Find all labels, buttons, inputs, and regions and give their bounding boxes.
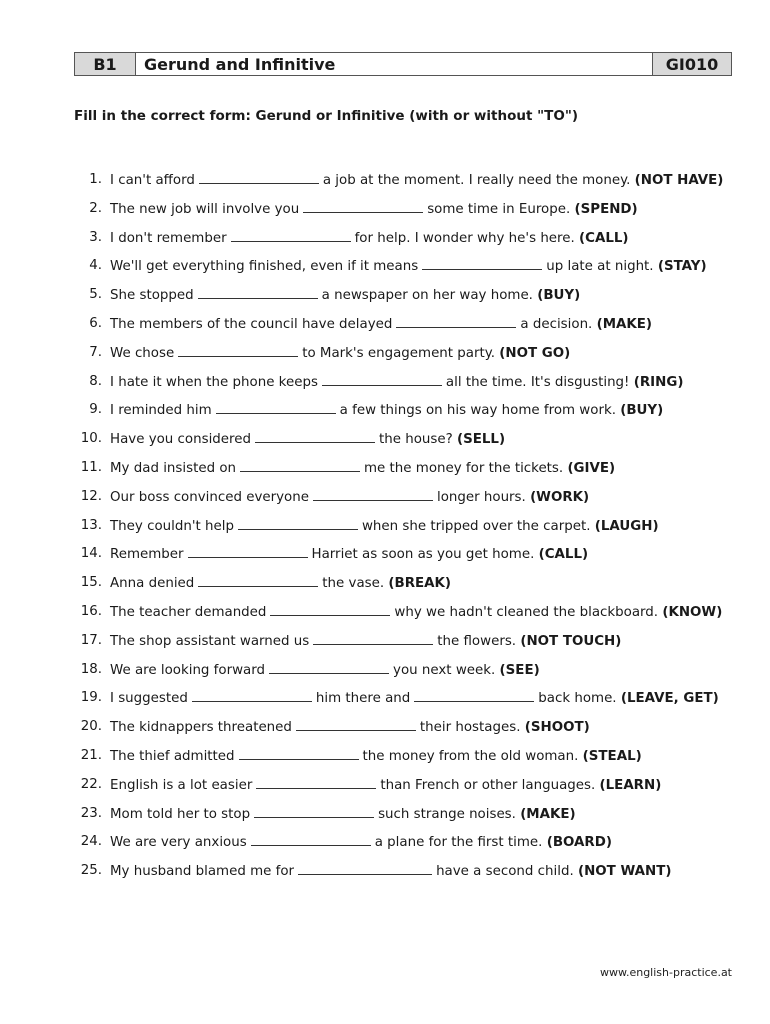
verb-hint: (LEARN) [599,777,662,793]
exercise-item [74,804,742,833]
item-sentence [110,717,742,746]
sentence-after: up late at night. [546,259,654,275]
sentence-after: such strange noises. [378,806,516,822]
verb-hint: (MAKE) [520,806,576,822]
answer-blank[interactable] [178,343,298,357]
item-number: 16. [80,603,102,619]
item-number: 19. [80,690,102,706]
item-number: 11. [80,459,102,475]
item-sentence [110,775,742,804]
item-number: 6. [89,315,102,331]
sentence-after: a plane for the first time. [374,835,543,851]
sentence-after: a job at the moment. I really need the money. [322,173,631,188]
exercise-item [74,688,742,717]
sentence-before: The thief admitted [110,748,235,764]
exercise-item [74,861,742,890]
sentence-after: why we hadn't cleaned the blackboard. [394,604,659,620]
item-number: 25. [80,863,102,879]
item-sentence [110,170,742,199]
exercise-item [74,285,742,314]
exercise-list [74,170,742,890]
sentence-before: We'll get everything finished, even if it means [110,259,419,275]
sentence-after: back home. [538,691,617,707]
item-sentence [110,372,742,401]
verb-hint: (RING) [633,374,684,390]
item-sentence [110,573,742,602]
verb-hint: (CALL) [538,547,589,563]
item-sentence [110,256,742,285]
answer-blank[interactable] [251,832,371,846]
item-sentence [110,832,742,861]
item-sentence [110,314,742,343]
exercise-item [74,516,742,545]
verb-hint: (BOARD) [546,835,612,851]
sentence-before: They couldn't help [110,518,234,534]
answer-blank[interactable] [238,516,358,530]
exercise-item [74,717,742,746]
verb-hint: (BUY) [620,403,664,419]
exercise-item [74,602,742,631]
answer-blank[interactable] [313,487,433,501]
item-number: 22. [80,776,102,792]
sentence-before: Have you considered [110,432,251,448]
exercise-item [74,487,742,516]
sentence-after: Harriet as soon as you get home. [311,547,535,563]
answer-blank[interactable] [296,717,416,731]
sentence-before: Anna denied [110,576,195,592]
sentence-after: than French or other languages. [380,777,596,793]
item-sentence [110,804,742,833]
item-number: 21. [80,747,102,763]
item-sentence [110,487,742,516]
item-number: 15. [80,575,102,591]
sentence-after: when she tripped over the carpet. [361,518,591,534]
worksheet-title: Gerund and Infinitive [144,54,336,74]
sentence-after: you next week. [393,662,496,678]
item-sentence [110,746,742,775]
item-number: 20. [80,719,102,735]
answer-blank[interactable] [240,458,360,472]
sentence-before: My dad insisted on [110,460,237,476]
sentence-before: The members of the council have delayed [110,316,393,332]
sentence-before: I suggested [110,691,188,707]
verb-hint: (BUY) [537,288,581,304]
item-sentence [110,631,742,660]
answer-blank[interactable] [322,372,442,386]
answer-blank[interactable] [216,400,336,414]
item-sentence [110,602,742,631]
verb-hint: (SPEND) [574,201,638,217]
sentence-before: English is a lot easier [110,777,253,793]
item-sentence [110,660,742,689]
verb-hint: (SHOOT) [524,720,590,736]
sentence-before: We chose [110,345,175,361]
item-number: 1. [89,172,102,187]
sentence-before: The new job will involve you [110,201,300,217]
sentence-after: their hostages. [419,720,521,736]
exercise-item [74,372,742,401]
exercise-item [74,429,742,458]
item-number: 24. [80,834,102,850]
sentence-before: She stopped [110,288,194,304]
exercise-item [74,746,742,775]
level-badge: B1 [75,53,136,75]
verb-hint: (STAY) [657,259,707,275]
item-number: 23. [80,805,102,821]
item-sentence [110,400,742,429]
answer-blank[interactable] [298,861,432,875]
item-sentence [110,285,742,314]
exercise-item [74,544,742,573]
sentence-before: Our boss convinced everyone [110,489,309,505]
worksheet-header [74,52,732,76]
sentence-after: the flowers. [437,633,517,649]
item-number: 13. [80,517,102,533]
exercise-item [74,832,742,861]
verb-hint: (LAUGH) [594,518,659,534]
item-number: 18. [80,661,102,677]
answer-blank[interactable] [256,775,376,789]
sentence-before: I don't remember [110,230,227,246]
item-number: 12. [80,488,102,504]
item-sentence [110,199,742,228]
item-sentence [110,228,742,257]
answer-blank[interactable] [231,228,351,242]
footer-url: www.english-practice.at [599,966,732,979]
verb-hint: (CALL) [579,230,629,246]
answer-blank[interactable] [396,314,516,328]
item-sentence [110,861,742,890]
item-number: 2. [89,200,102,216]
sentence-after: a few things on his way home from work. [339,403,616,419]
sentence-after: a newspaper on her way home. [321,288,533,304]
answer-blank[interactable] [303,199,423,213]
answer-blank[interactable] [414,688,534,702]
verb-hint: (BREAK) [388,576,452,592]
answer-blank[interactable] [313,631,433,645]
instruction: Fill in the correct form: Gerund or Infinitive (with or without "TO") [74,108,579,124]
item-number: 8. [89,373,102,389]
answer-blank[interactable] [199,170,319,184]
item-sentence [110,458,742,487]
exercise-item [74,199,742,228]
sentence-before: I can't afford [110,173,195,188]
answer-blank[interactable] [192,688,312,702]
answer-blank[interactable] [269,660,389,674]
sentence-after: have a second child. [436,864,574,880]
verb-hint: (GIVE) [567,460,616,476]
sentence-before: My husband blamed me for [110,864,295,880]
exercise-item [74,775,742,804]
item-sentence [110,688,742,717]
sentence-after: for help. I wonder why he's here. [354,230,575,246]
answer-blank[interactable] [270,602,390,616]
item-sentence [110,516,742,545]
answer-blank[interactable] [198,285,318,299]
verb-hint: (WORK) [530,489,590,505]
exercise-item [74,573,742,602]
sentence-before: We are looking forward [110,662,266,678]
sentence-before: The kidnappers threatened [110,720,292,736]
item-number: 7. [89,344,102,360]
exercise-item [74,343,742,372]
item-number: 14. [80,546,102,562]
verb-hint: (KNOW) [662,604,723,620]
sentence-before: The shop assistant warned us [110,633,310,649]
exercise-item [74,631,742,660]
answer-blank[interactable] [198,573,318,587]
exercise-item [74,228,742,257]
verb-hint: (NOT WANT) [577,864,672,880]
sentence-after: the money from the old woman. [362,748,579,764]
item-number: 3. [89,229,102,245]
verb-hint: (SEE) [499,662,540,678]
sentence-after: longer hours. [436,489,526,505]
item-number: 9. [89,402,102,418]
verb-hint: (STEAL) [582,748,642,764]
exercise-item [74,256,742,285]
item-sentence [110,544,742,573]
verb-hint: (MAKE) [596,316,653,332]
sentence-after: the house? [378,432,453,448]
sentence-middle: him there and [315,691,411,707]
verb-hint: (SELL) [456,432,506,448]
answer-blank[interactable] [188,544,308,558]
sentence-after: all the time. It's disgusting! [445,374,630,390]
item-number: 5. [89,287,102,303]
sentence-after: to Mark's engagement party. [302,345,496,361]
verb-hint: (NOT HAVE) [634,173,724,188]
exercise-item [74,170,742,199]
item-sentence [110,343,742,372]
sentence-after: some time in Europe. [427,201,571,217]
sentence-before: We are very anxious [110,835,247,851]
sentence-before: Mom told her to stop [110,806,251,822]
sentence-after: the vase. [322,576,385,592]
answer-blank[interactable] [255,429,375,443]
exercise-item [74,400,742,429]
sentence-before: The teacher demanded [110,604,267,620]
sentence-before: Remember [110,547,184,563]
verb-hint: (LEAVE, GET) [620,691,719,707]
item-number: 17. [80,632,102,648]
answer-blank[interactable] [254,804,374,818]
exercise-item [74,660,742,689]
sentence-after: a decision. [520,316,593,332]
item-number: 4. [89,258,102,274]
item-number: 10. [80,431,102,447]
worksheet-code: GI010 [652,53,731,75]
verb-hint: (NOT GO) [499,345,571,361]
sentence-before: I hate it when the phone keeps [110,374,318,390]
sentence-before: I reminded him [110,403,212,419]
verb-hint: (NOT TOUCH) [520,633,622,649]
answer-blank[interactable] [239,746,359,760]
answer-blank[interactable] [422,256,542,270]
exercise-item [74,314,742,343]
exercise-item [74,458,742,487]
item-sentence [110,429,742,458]
sentence-after: me the money for the tickets. [364,460,564,476]
